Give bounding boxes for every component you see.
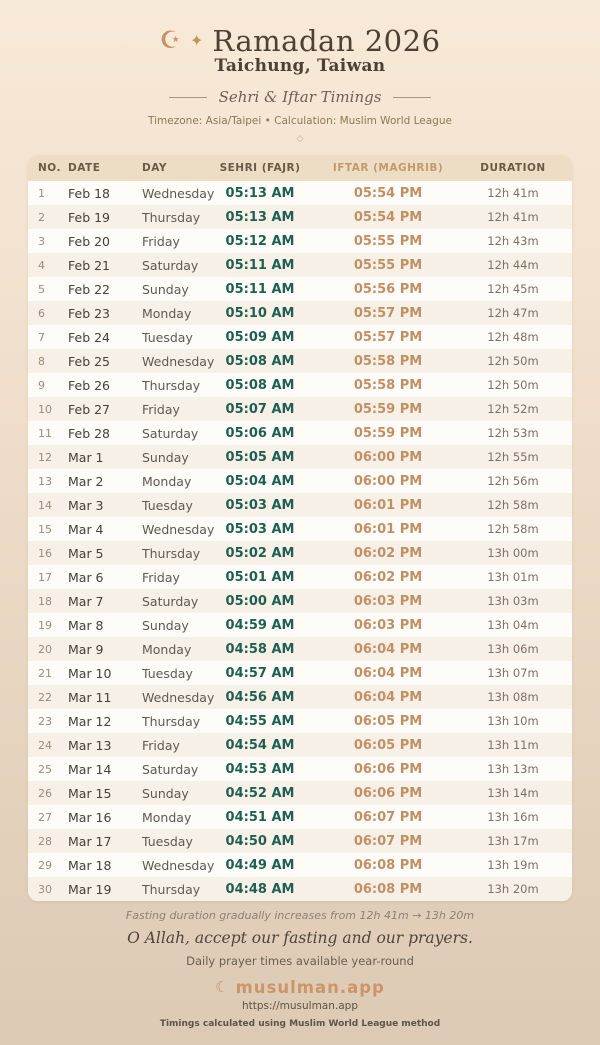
- calculation-method-note: Timings calculated using Muslim World League method: [159, 1019, 441, 1029]
- cell-date: Mar 17: [68, 833, 112, 849]
- table-row: [28, 445, 572, 469]
- cell-iftar: 06:08 PM: [353, 857, 423, 873]
- cell-day: Monday: [142, 473, 192, 489]
- table-row: [28, 637, 572, 661]
- cell-sehri: 04:50 AM: [225, 833, 295, 849]
- column-header-date: DATE: [68, 162, 101, 174]
- cell-day: Tuesday: [142, 329, 193, 345]
- cell-iftar: 05:58 PM: [353, 353, 423, 369]
- cell-duration: 13h 06m: [487, 642, 539, 656]
- cell-sehri: 05:08 AM: [225, 377, 295, 393]
- table-row: [28, 181, 572, 205]
- cell-no: 9: [38, 378, 45, 392]
- table-row: [28, 541, 572, 565]
- cell-sehri: 05:01 AM: [225, 569, 295, 585]
- cell-sehri: 05:03 AM: [225, 521, 295, 537]
- cell-date: Mar 11: [68, 689, 112, 705]
- cell-sehri: 04:56 AM: [225, 689, 295, 705]
- cell-no: 10: [38, 402, 52, 416]
- cell-duration: 13h 19m: [487, 858, 539, 872]
- cell-no: 8: [38, 354, 45, 368]
- page-title: Ramadan 2026: [212, 24, 441, 58]
- cell-iftar: 06:07 PM: [353, 809, 423, 825]
- cell-iftar: 06:02 PM: [353, 545, 423, 561]
- cell-no: 30: [38, 882, 52, 896]
- location-subtitle: Taichung, Taiwan: [214, 56, 386, 76]
- cell-date: Mar 14: [68, 761, 112, 777]
- cell-day: Monday: [142, 809, 192, 825]
- cell-iftar: 05:59 PM: [353, 401, 423, 417]
- cell-sehri: 05:00 AM: [225, 593, 295, 609]
- cell-no: 7: [38, 330, 45, 344]
- table-row: [28, 373, 572, 397]
- cell-no: 15: [38, 522, 52, 536]
- cell-day: Thursday: [142, 881, 201, 897]
- cell-duration: 13h 03m: [487, 594, 539, 608]
- cell-iftar: 06:06 PM: [353, 761, 423, 777]
- cell-no: 12: [38, 450, 52, 464]
- cell-day: Wednesday: [142, 353, 215, 369]
- cell-duration: 13h 17m: [487, 834, 539, 848]
- table-row: [28, 589, 572, 613]
- table-row: [28, 421, 572, 445]
- diamond-ornament-icon: ◇: [296, 134, 304, 144]
- cell-date: Feb 27: [68, 401, 111, 417]
- cell-date: Feb 21: [68, 257, 111, 273]
- cell-day: Sunday: [142, 785, 189, 801]
- table-row: [28, 325, 572, 349]
- cell-duration: 13h 01m: [487, 570, 539, 584]
- table-row: [28, 517, 572, 541]
- cell-sehri: 05:13 AM: [225, 209, 295, 225]
- cell-sehri: 04:55 AM: [225, 713, 295, 729]
- cell-day: Saturday: [142, 257, 199, 273]
- cell-no: 26: [38, 786, 52, 800]
- cell-day: Friday: [142, 233, 180, 249]
- cell-no: 27: [38, 810, 52, 824]
- cell-iftar: 06:07 PM: [353, 833, 423, 849]
- cell-iftar: 06:02 PM: [353, 569, 423, 585]
- cell-duration: 13h 07m: [487, 666, 539, 680]
- cell-no: 1: [38, 186, 45, 200]
- column-header-no: NO.: [38, 162, 61, 174]
- cell-iftar: 05:57 PM: [353, 329, 423, 345]
- cell-sehri: 05:02 AM: [225, 545, 295, 561]
- cell-duration: 13h 16m: [487, 810, 539, 824]
- cell-sehri: 04:54 AM: [225, 737, 295, 753]
- cell-iftar: 06:05 PM: [353, 713, 423, 729]
- cell-no: 5: [38, 282, 45, 296]
- column-header-sehri: SEHRI (FAJR): [219, 162, 301, 174]
- availability-note: Daily prayer times available year-round: [186, 954, 414, 968]
- table-row: [28, 829, 572, 853]
- cell-duration: 12h 48m: [487, 330, 539, 344]
- cell-duration: 12h 50m: [487, 378, 539, 392]
- cell-iftar: 06:05 PM: [353, 737, 423, 753]
- table-row: [28, 301, 572, 325]
- cell-date: Feb 23: [68, 305, 111, 321]
- cell-duration: 13h 04m: [487, 618, 539, 632]
- cell-no: 6: [38, 306, 45, 320]
- cell-date: Mar 7: [68, 593, 104, 609]
- cell-iftar: 06:01 PM: [353, 521, 423, 537]
- cell-duration: 12h 56m: [487, 474, 539, 488]
- cell-iftar: 06:00 PM: [353, 449, 423, 465]
- cell-day: Monday: [142, 305, 192, 321]
- table-row: [28, 493, 572, 517]
- cell-day: Tuesday: [142, 833, 193, 849]
- cell-iftar: 05:59 PM: [353, 425, 423, 441]
- cell-no: 3: [38, 234, 45, 248]
- cell-sehri: 05:09 AM: [225, 329, 295, 345]
- cell-no: 28: [38, 834, 52, 848]
- cell-duration: 13h 13m: [487, 762, 539, 776]
- cell-day: Tuesday: [142, 665, 193, 681]
- cell-sehri: 04:53 AM: [225, 761, 295, 777]
- cell-day: Saturday: [142, 761, 199, 777]
- cell-day: Saturday: [142, 425, 199, 441]
- cell-iftar: 06:08 PM: [353, 881, 423, 897]
- table-row: [28, 613, 572, 637]
- duration-trend-note: Fasting duration gradually increases from 12h 41m → 13h 20m: [125, 909, 475, 922]
- cell-sehri: 05:05 AM: [225, 449, 295, 465]
- table-row: [28, 229, 572, 253]
- cell-day: Wednesday: [142, 521, 215, 537]
- table-row: [28, 277, 572, 301]
- cell-day: Friday: [142, 401, 180, 417]
- cell-duration: 13h 11m: [487, 738, 539, 752]
- cell-duration: 13h 00m: [487, 546, 539, 560]
- cell-day: Sunday: [142, 449, 189, 465]
- cell-date: Mar 5: [68, 545, 104, 561]
- cell-duration: 12h 55m: [487, 450, 539, 464]
- brand-crescent-icon: ☾: [215, 978, 229, 996]
- table-row: [28, 253, 572, 277]
- cell-date: Mar 18: [68, 857, 112, 873]
- cell-duration: 12h 45m: [487, 282, 539, 296]
- cell-day: Thursday: [142, 209, 201, 225]
- brand-url[interactable]: https://musulman.app: [242, 1000, 358, 1012]
- table-row: [28, 709, 572, 733]
- cell-iftar: 05:58 PM: [353, 377, 423, 393]
- column-header-duration: DURATION: [480, 162, 546, 174]
- cell-date: Mar 2: [68, 473, 104, 489]
- cell-iftar: 05:55 PM: [353, 233, 423, 249]
- section-subtitle-row: [0, 88, 600, 106]
- timezone-calculation-meta: Timezone: Asia/Taipei • Calculation: Muslim World League: [148, 115, 452, 127]
- cell-sehri: 05:08 AM: [225, 353, 295, 369]
- cell-date: Mar 15: [68, 785, 112, 801]
- section-subtitle: Sehri & Iftar Timings: [218, 88, 382, 106]
- cell-sehri: 05:03 AM: [225, 497, 295, 513]
- cell-duration: 12h 50m: [487, 354, 539, 368]
- cell-iftar: 06:04 PM: [353, 665, 423, 681]
- cell-no: 4: [38, 258, 45, 272]
- cell-iftar: 06:00 PM: [353, 473, 423, 489]
- table-row: [28, 877, 572, 901]
- crescent-moon-icon: ☪: [159, 26, 181, 54]
- cell-date: Feb 28: [68, 425, 111, 441]
- cell-duration: 13h 08m: [487, 690, 539, 704]
- cell-duration: 12h 43m: [487, 234, 539, 248]
- cell-date: Mar 9: [68, 641, 104, 657]
- cell-no: 23: [38, 714, 52, 728]
- cell-sehri: 04:49 AM: [225, 857, 295, 873]
- table-row: [28, 397, 572, 421]
- cell-sehri: 05:13 AM: [225, 185, 295, 201]
- cell-sehri: 05:07 AM: [225, 401, 295, 417]
- cell-day: Thursday: [142, 377, 201, 393]
- cell-iftar: 05:56 PM: [353, 281, 423, 297]
- cell-day: Thursday: [142, 713, 201, 729]
- cell-duration: 12h 58m: [487, 498, 539, 512]
- cell-no: 29: [38, 858, 52, 872]
- cell-iftar: 05:54 PM: [353, 185, 423, 201]
- cell-no: 11: [38, 426, 52, 440]
- table-row: [28, 853, 572, 877]
- cell-sehri: 04:59 AM: [225, 617, 295, 633]
- cell-day: Tuesday: [142, 497, 193, 513]
- cell-no: 24: [38, 738, 52, 752]
- cell-date: Mar 1: [68, 449, 104, 465]
- cell-day: Wednesday: [142, 857, 215, 873]
- cell-date: Feb 22: [68, 281, 111, 297]
- cell-iftar: 06:03 PM: [353, 593, 423, 609]
- table-header-row: [28, 155, 572, 181]
- cell-date: Mar 12: [68, 713, 112, 729]
- cell-date: Mar 13: [68, 737, 112, 753]
- cell-day: Monday: [142, 641, 192, 657]
- cell-duration: 12h 41m: [487, 210, 539, 224]
- cell-duration: 13h 10m: [487, 714, 539, 728]
- cell-day: Sunday: [142, 617, 189, 633]
- cell-date: Feb 24: [68, 329, 111, 345]
- table-row: [28, 733, 572, 757]
- brand-link[interactable]: [0, 978, 600, 997]
- divider-line-left: [169, 97, 207, 98]
- dua-quote: O Allah, accept our fasting and our prayers.: [127, 929, 473, 947]
- cell-date: Mar 4: [68, 521, 104, 537]
- table-row: [28, 781, 572, 805]
- cell-day: Sunday: [142, 281, 189, 297]
- cell-day: Friday: [142, 737, 180, 753]
- cell-duration: 13h 14m: [487, 786, 539, 800]
- column-header-iftar: IFTAR (MAGHRIB): [332, 162, 444, 174]
- cell-iftar: 05:55 PM: [353, 257, 423, 273]
- cell-date: Feb 20: [68, 233, 111, 249]
- cell-no: 17: [38, 570, 52, 584]
- cell-no: 20: [38, 642, 52, 656]
- cell-date: Feb 25: [68, 353, 111, 369]
- cell-date: Mar 8: [68, 617, 104, 633]
- cell-date: Mar 3: [68, 497, 104, 513]
- cell-sehri: 04:48 AM: [225, 881, 295, 897]
- cell-date: Mar 16: [68, 809, 112, 825]
- cell-date: Feb 19: [68, 209, 111, 225]
- cell-iftar: 06:06 PM: [353, 785, 423, 801]
- cell-day: Friday: [142, 569, 180, 585]
- table-row: [28, 349, 572, 373]
- table-row: [28, 469, 572, 493]
- cell-iftar: 06:04 PM: [353, 641, 423, 657]
- cell-no: 22: [38, 690, 52, 704]
- table-row: [28, 805, 572, 829]
- cell-no: 18: [38, 594, 52, 608]
- cell-iftar: 06:01 PM: [353, 497, 423, 513]
- cell-date: Feb 18: [68, 185, 111, 201]
- cell-day: Wednesday: [142, 185, 215, 201]
- cell-sehri: 05:10 AM: [225, 305, 295, 321]
- cell-iftar: 05:54 PM: [353, 209, 423, 225]
- cell-iftar: 05:57 PM: [353, 305, 423, 321]
- cell-sehri: 04:57 AM: [225, 665, 295, 681]
- cell-sehri: 05:06 AM: [225, 425, 295, 441]
- cell-day: Thursday: [142, 545, 201, 561]
- cell-iftar: 06:04 PM: [353, 689, 423, 705]
- cell-day: Saturday: [142, 593, 199, 609]
- table-row: [28, 757, 572, 781]
- cell-sehri: 04:58 AM: [225, 641, 295, 657]
- cell-no: 2: [38, 210, 45, 224]
- cell-duration: 12h 53m: [487, 426, 539, 440]
- sparkle-star-icon: ✦: [189, 31, 204, 50]
- cell-duration: 13h 20m: [487, 882, 539, 896]
- cell-sehri: 05:12 AM: [225, 233, 295, 249]
- table-row: [28, 685, 572, 709]
- page-header: [0, 24, 600, 58]
- cell-sehri: 05:04 AM: [225, 473, 295, 489]
- cell-no: 21: [38, 666, 52, 680]
- cell-no: 16: [38, 546, 52, 560]
- cell-date: Mar 10: [68, 665, 112, 681]
- cell-date: Mar 19: [68, 881, 112, 897]
- cell-no: 14: [38, 498, 52, 512]
- brand-name: musulman.app: [235, 978, 385, 997]
- cell-iftar: 06:03 PM: [353, 617, 423, 633]
- cell-duration: 12h 58m: [487, 522, 539, 536]
- cell-date: Feb 26: [68, 377, 111, 393]
- table-row: [28, 205, 572, 229]
- cell-no: 13: [38, 474, 52, 488]
- table-row: [28, 661, 572, 685]
- timings-table: [28, 155, 572, 901]
- cell-no: 25: [38, 762, 52, 776]
- column-header-day: DAY: [142, 162, 167, 174]
- cell-sehri: 04:51 AM: [225, 809, 295, 825]
- table-body: [28, 181, 572, 901]
- cell-date: Mar 6: [68, 569, 104, 585]
- cell-no: 19: [38, 618, 52, 632]
- cell-sehri: 05:11 AM: [225, 281, 295, 297]
- cell-duration: 12h 44m: [487, 258, 539, 272]
- divider-line-right: [393, 97, 431, 98]
- cell-duration: 12h 47m: [487, 306, 539, 320]
- cell-day: Wednesday: [142, 689, 215, 705]
- cell-sehri: 05:11 AM: [225, 257, 295, 273]
- table-row: [28, 565, 572, 589]
- cell-duration: 12h 41m: [487, 186, 539, 200]
- cell-duration: 12h 52m: [487, 402, 539, 416]
- cell-sehri: 04:52 AM: [225, 785, 295, 801]
